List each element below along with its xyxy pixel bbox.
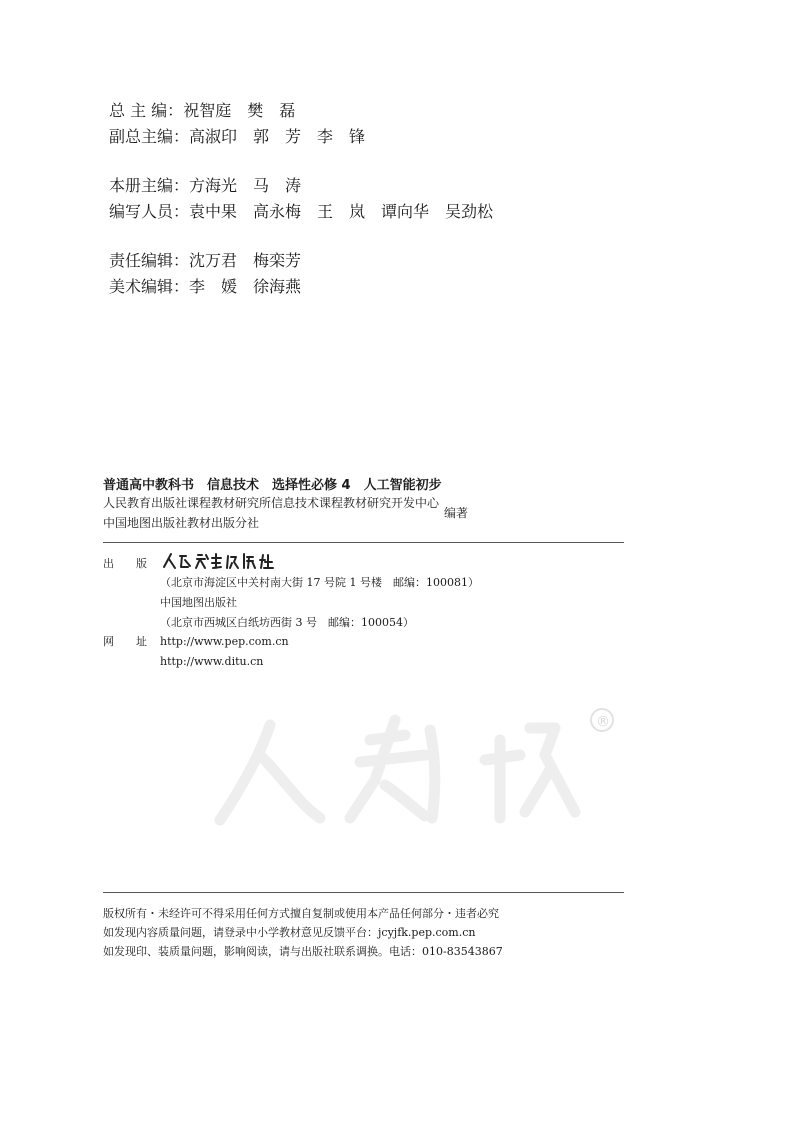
credit-names: 李 媛 徐海燕 (189, 277, 302, 296)
url-pep-link[interactable]: http://www.pep.com.cn (160, 635, 289, 648)
feedback-notice: 如发现内容质量问题，请登录中小学教材意见反馈平台：jcyjfk.pep.com.cn (103, 926, 476, 939)
credit-names: 高淑印 郭 芳 李 锋 (189, 127, 366, 146)
publisher-address-2: （北京市西城区白纸坊西街 3 号 邮编：100054） (160, 616, 414, 629)
publisher-2-name: 中国地图出版社 (160, 596, 237, 609)
credit-label: 责任编辑： (109, 251, 190, 270)
credit-row-chief-editor (109, 101, 295, 121)
divider (103, 542, 624, 543)
divider (103, 892, 624, 893)
credit-names: 沈万君 梅栾芳 (189, 251, 302, 270)
credit-label: 总 主 编： (109, 101, 184, 120)
credit-row-deputy-chief-editor (109, 127, 365, 147)
credit-names: 祝智庭 樊 磊 (183, 101, 296, 120)
compiler-line-2: 中国地图出版社教材出版分社 (103, 516, 260, 530)
credit-label: 本册主编： (109, 176, 190, 195)
print-quality-notice: 如发现印、装质量问题，影响阅读，请与出版社联系调换。电话：010-83543867 (103, 945, 503, 958)
compile-label: 编著 (444, 506, 469, 520)
publisher-address-1: （北京市海淀区中关村南大街 17 号院 1 号楼 邮编：100081） (160, 576, 479, 589)
credit-names: 方海光 马 涛 (189, 176, 302, 195)
credit-label: 副总主编： (109, 127, 190, 146)
credit-row-art-editor (109, 277, 301, 297)
book-title: 普通高中教科书 信息技术 选择性必修 4 人工智能初步 (103, 478, 442, 493)
credit-row-responsible-editor (109, 251, 301, 271)
compiler-line-1: 人民教育出版社课程教材研究所信息技术课程教材研究开发中心 (103, 496, 440, 510)
registered-mark: ® (596, 714, 610, 730)
url-ditu-link[interactable]: http://www.ditu.cn (160, 655, 264, 668)
publisher-label: 出 版 (103, 557, 147, 570)
credit-row-volume-editor (109, 176, 301, 196)
credit-row-writers (109, 202, 493, 222)
watermark-logo (200, 700, 630, 835)
copyright-notice: 版权所有・未经许可不得采用任何方式擅自复制或使用本产品任何部分・违者必究 (103, 907, 499, 920)
credit-label: 美术编辑： (109, 277, 190, 296)
credit-label: 编写人员： (109, 202, 190, 221)
website-label: 网 址 (103, 635, 147, 648)
publisher-logo (160, 550, 284, 572)
credit-names: 袁中果 高永梅 王 岚 谭向华 吴劲松 (189, 202, 494, 221)
